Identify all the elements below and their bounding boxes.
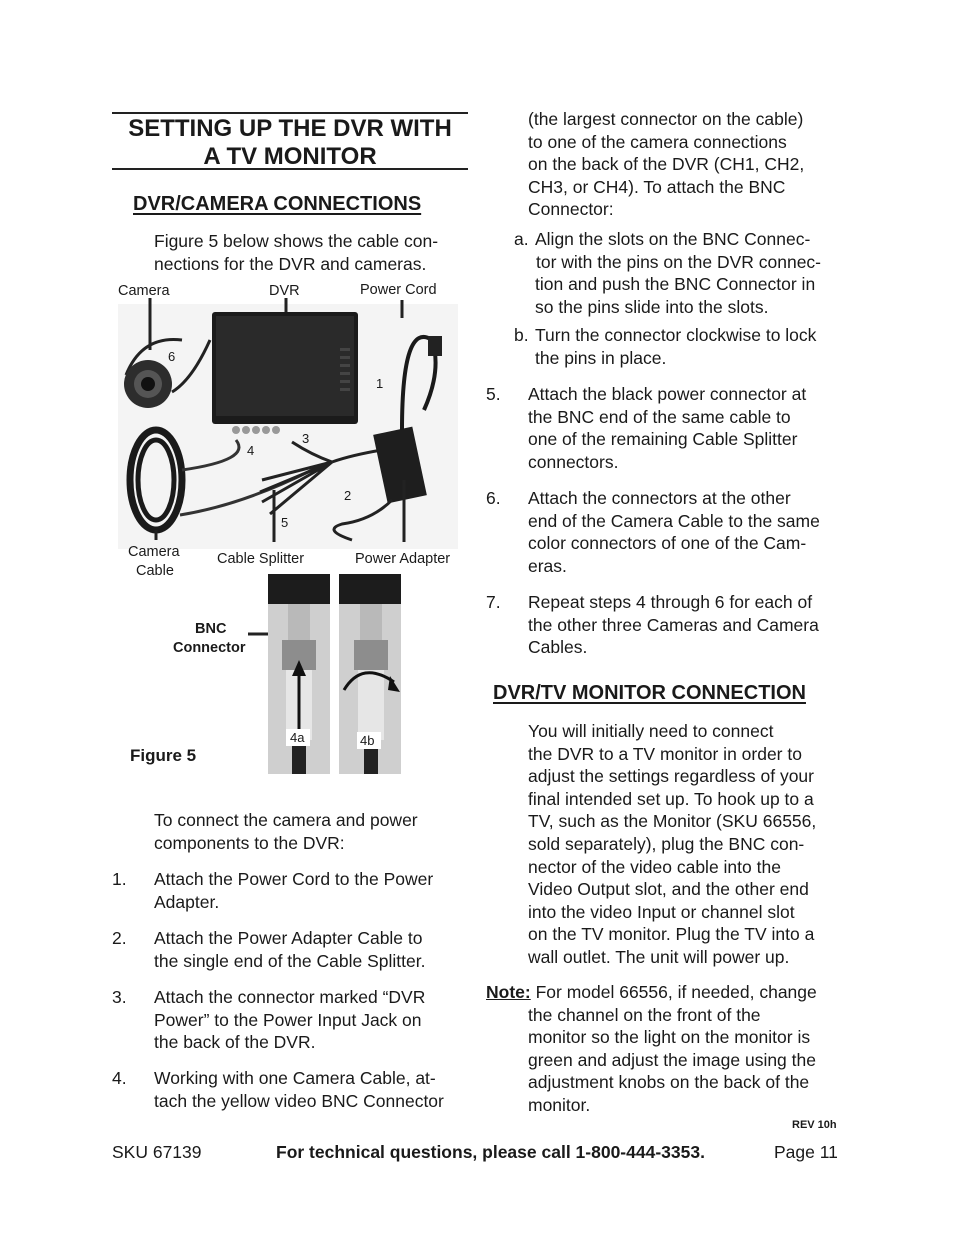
figure-number-3: 3 (302, 431, 310, 446)
figure-label-cable-splitter: Cable Splitter (217, 551, 305, 567)
figure-label-power-adapter: Power Adapter (355, 551, 451, 567)
step-text: Attach the Power Adapter Cable to the single end of the Cable Splitter. (154, 928, 426, 971)
figure-number-5: 5 (281, 515, 289, 530)
figure-number-2: 2 (344, 488, 352, 503)
step-text: Attach the connectors at the other end of the Camera Cable to the same color connectors of one of the Cam- eras. (528, 488, 820, 576)
figure-number-4: 4 (247, 443, 255, 458)
figure-5-illustration (112, 280, 468, 780)
footer-support-phone: For technical questions, please call 1-800-444-3353. (276, 1142, 705, 1162)
figure-5 (112, 280, 468, 780)
tv-connection-paragraph: You will initially need to connect the DVR to a TV monitor in order to adjust the settings regardless of your final intended set up. To hook up to a TV, such as the Monitor (SKU 66556, sold separately), plug the BNC con- nector of the video cable into the Video Output slot, and the other end into the video Input or channel slot on the TV monitor. Plug the TV into a wall outlet. The unit will power up. (528, 721, 817, 967)
step-text: Attach the Power Cord to the Power Adapter. (154, 869, 434, 912)
figure-number-4b: 4b (360, 733, 375, 748)
page-title-line-1: SETTING UP THE DVR WITH (128, 115, 452, 142)
step-text: Attach the black power connector at the BNC end of the same cable to one of the remaining Cable Splitter connectors. (528, 384, 807, 472)
figure-label-camera-cable-1: Camera (128, 544, 180, 560)
figure-label-dvr: DVR (269, 283, 300, 299)
step-number: 2. (112, 928, 127, 948)
step-text: Attach the connector marked “DVR Power” to the Power Input Jack on the back of the DVR. (154, 987, 426, 1053)
figure-intro: Figure 5 below shows the cable con- nections for the DVR and cameras. (154, 231, 439, 274)
step-number: 4. (112, 1068, 127, 1088)
footer-sku: SKU 67139 (112, 1142, 202, 1162)
figure-label-power-cord: Power Cord (360, 282, 437, 298)
figure-number-4a: 4a (290, 730, 305, 745)
connect-intro: To connect the camera and power components to the DVR: (154, 810, 418, 853)
revision-label: REV 10h (792, 1119, 837, 1131)
step-number: 7. (486, 592, 501, 612)
note-label: Note: (486, 982, 531, 1002)
step-number: 3. (112, 987, 127, 1007)
footer-page-number: Page 11 (774, 1142, 838, 1162)
step-text: Repeat steps 4 through 6 for each of the other three Cameras and Camera Cables. (528, 592, 819, 658)
figure-label-bnc-2: Connector (173, 640, 246, 656)
page-title (112, 112, 468, 170)
step-text: Working with one Camera Cable, at- tach the yellow video BNC Connector (154, 1068, 444, 1111)
step-number: 1. (112, 869, 127, 889)
figure-label-camera-cable-2: Cable (136, 563, 174, 579)
note-text: the channel on the front of the monitor so the light on the monitor is green and adjust the image using the adjustment knobs on the back of the monitor. (528, 1004, 816, 1115)
substep-text: Align the slots on the BNC Connec- tor with the pins on the DVR connec- tion and push the BNC Connector in so the pins slide into the slots. (535, 229, 822, 317)
figure-number-1: 1 (376, 376, 384, 391)
figure-label-camera: Camera (118, 283, 170, 299)
step-number: 5. (486, 384, 501, 404)
section-heading-camera: DVR/CAMERA CONNECTIONS (133, 193, 422, 215)
substep-text: Turn the connector clockwise to lock the pins in place. (535, 325, 817, 368)
figure-label-bnc-1: BNC (195, 621, 227, 637)
step-4-continued: (the largest connector on the cable) to one of the camera connections on the back of the DVR (CH1, CH2, CH3, or CH4). To attach the BNC Connector: (528, 109, 805, 220)
section-heading-tv: DVR/TV MONITOR CONNECTION (493, 682, 806, 704)
figure-number-6: 6 (168, 349, 176, 364)
page-title-line-2: A TV MONITOR (203, 143, 377, 170)
figure-caption: Figure 5 (130, 746, 197, 765)
substep-letter: b. (514, 325, 529, 345)
substep-letter: a. (514, 229, 529, 249)
note-first-line: Note: For model 66556, if needed, change (486, 982, 817, 1002)
step-number: 6. (486, 488, 501, 508)
